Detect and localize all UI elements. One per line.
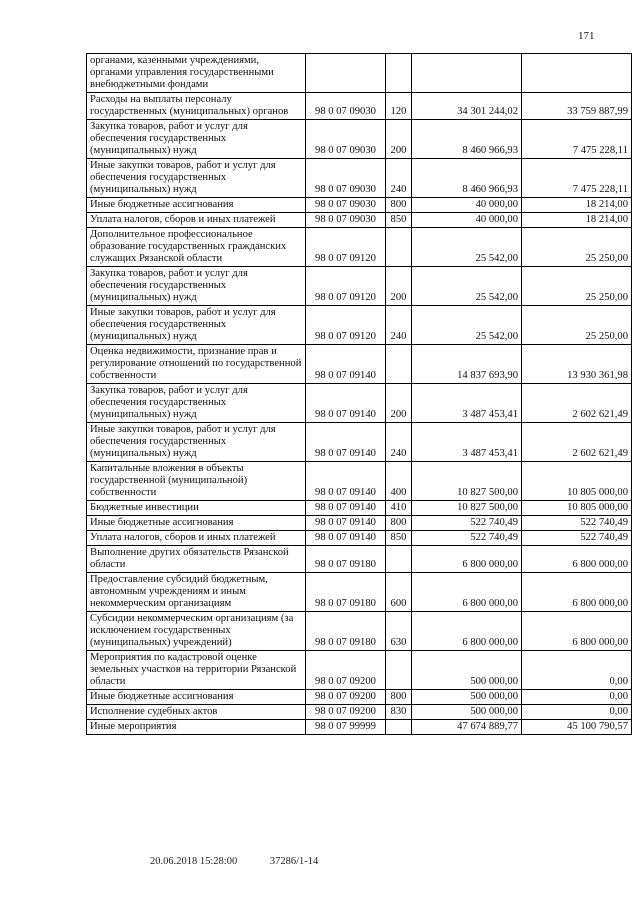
row-amount-planned-cell: 25 542,00 xyxy=(412,306,522,345)
row-amount-executed-cell: 0,00 xyxy=(522,651,632,690)
row-code-cell: 98 0 07 09140 xyxy=(306,345,386,384)
row-amount-executed-cell: 0,00 xyxy=(522,705,632,720)
table-row xyxy=(87,120,632,159)
row-amount-executed-cell: 18 214,00 xyxy=(522,213,632,228)
row-code-cell: 98 0 07 09030 xyxy=(306,159,386,198)
row-code-cell: 98 0 07 09140 xyxy=(306,423,386,462)
table-row xyxy=(87,720,632,735)
row-expense-type-cell xyxy=(386,54,412,93)
table-row xyxy=(87,306,632,345)
row-amount-planned-cell: 40 000,00 xyxy=(412,213,522,228)
row-amount-planned-cell: 25 542,00 xyxy=(412,267,522,306)
table-row xyxy=(87,573,632,612)
table-row xyxy=(87,705,632,720)
row-code-cell: 98 0 07 09140 xyxy=(306,516,386,531)
row-amount-planned-cell: 6 800 000,00 xyxy=(412,546,522,573)
table-row xyxy=(87,531,632,546)
row-amount-executed-cell: 6 800 000,00 xyxy=(522,573,632,612)
row-name-cell: Иные закупки товаров, работ и услуг для обеспечения государственных (муниципальных) нужд xyxy=(87,423,306,462)
row-code-cell: 98 0 07 09200 xyxy=(306,651,386,690)
table-row xyxy=(87,54,632,93)
row-name-cell: органами, казенными учреждениями, органами управления государственными внебюджетными фондами xyxy=(87,54,306,93)
row-amount-executed-cell: 13 930 361,98 xyxy=(522,345,632,384)
row-amount-planned-cell: 14 837 693,90 xyxy=(412,345,522,384)
row-expense-type-cell: 120 xyxy=(386,93,412,120)
row-name-cell: Субсидии некоммерческим организациям (за исключением государственных (муниципальных) учреждений) xyxy=(87,612,306,651)
row-amount-executed-cell: 25 250,00 xyxy=(522,267,632,306)
row-amount-planned-cell: 3 487 453,41 xyxy=(412,423,522,462)
row-amount-executed-cell: 7 475 228,11 xyxy=(522,120,632,159)
row-name-cell: Оценка недвижимости, признание прав и регулирование отношений по государственной собственности xyxy=(87,345,306,384)
row-expense-type-cell: 830 xyxy=(386,705,412,720)
row-amount-planned-cell: 6 800 000,00 xyxy=(412,573,522,612)
table-row xyxy=(87,198,632,213)
row-expense-type-cell: 200 xyxy=(386,384,412,423)
row-amount-executed-cell: 33 759 887,99 xyxy=(522,93,632,120)
row-amount-executed-cell: 18 214,00 xyxy=(522,198,632,213)
table-row xyxy=(87,516,632,531)
page-footer xyxy=(150,856,318,867)
row-amount-executed-cell: 522 740,49 xyxy=(522,531,632,546)
row-expense-type-cell xyxy=(386,546,412,573)
row-amount-planned-cell: 10 827 500,00 xyxy=(412,462,522,501)
row-amount-executed-cell: 2 602 621,49 xyxy=(522,384,632,423)
row-amount-planned-cell: 3 487 453,41 xyxy=(412,384,522,423)
row-name-cell: Уплата налогов, сборов и иных платежей xyxy=(87,213,306,228)
row-name-cell: Закупка товаров, работ и услуг для обеспечения государственных (муниципальных) нужд xyxy=(87,384,306,423)
row-code-cell: 98 0 07 09030 xyxy=(306,198,386,213)
row-amount-executed-cell: 2 602 621,49 xyxy=(522,423,632,462)
budget-table xyxy=(86,53,632,735)
row-expense-type-cell: 200 xyxy=(386,267,412,306)
row-name-cell: Иные мероприятия xyxy=(87,720,306,735)
row-amount-executed-cell: 25 250,00 xyxy=(522,306,632,345)
row-expense-type-cell xyxy=(386,345,412,384)
row-amount-planned-cell: 34 301 244,02 xyxy=(412,93,522,120)
row-code-cell: 98 0 07 09030 xyxy=(306,120,386,159)
row-expense-type-cell: 200 xyxy=(386,120,412,159)
row-amount-planned-cell: 10 827 500,00 xyxy=(412,501,522,516)
row-amount-planned-cell: 47 674 889,77 xyxy=(412,720,522,735)
row-code-cell: 98 0 07 09200 xyxy=(306,705,386,720)
row-name-cell: Расходы на выплаты персоналу государственных (муниципальных) органов xyxy=(87,93,306,120)
row-name-cell: Иные бюджетные ассигнования xyxy=(87,690,306,705)
footer-document-id: 37286/1-14 xyxy=(269,856,319,867)
table-row xyxy=(87,228,632,267)
row-expense-type-cell xyxy=(386,228,412,267)
row-code-cell: 98 0 07 09030 xyxy=(306,213,386,228)
row-amount-executed-cell: 6 800 000,00 xyxy=(522,546,632,573)
page-number: 171 xyxy=(578,30,595,42)
row-amount-executed-cell xyxy=(522,54,632,93)
budget-table-body xyxy=(87,54,632,735)
row-expense-type-cell: 850 xyxy=(386,213,412,228)
row-amount-executed-cell: 6 800 000,00 xyxy=(522,612,632,651)
row-amount-executed-cell: 7 475 228,11 xyxy=(522,159,632,198)
row-code-cell: 98 0 07 09180 xyxy=(306,546,386,573)
row-amount-planned-cell: 8 460 966,93 xyxy=(412,120,522,159)
row-code-cell: 98 0 07 99999 xyxy=(306,720,386,735)
row-amount-executed-cell: 10 805 000,00 xyxy=(522,501,632,516)
row-name-cell: Исполнение судебных актов xyxy=(87,705,306,720)
row-amount-executed-cell: 522 740,49 xyxy=(522,516,632,531)
row-amount-planned-cell: 522 740,49 xyxy=(412,531,522,546)
table-row xyxy=(87,345,632,384)
table-row xyxy=(87,690,632,705)
row-name-cell: Дополнительное профессиональное образование государственных гражданских служащих Рязанской области xyxy=(87,228,306,267)
row-amount-executed-cell: 45 100 790,57 xyxy=(522,720,632,735)
row-name-cell: Предоставление субсидий бюджетным, автономным учреждениям и иным некоммерческим организациям xyxy=(87,573,306,612)
row-code-cell: 98 0 07 09140 xyxy=(306,462,386,501)
row-expense-type-cell: 240 xyxy=(386,306,412,345)
row-amount-executed-cell: 0,00 xyxy=(522,690,632,705)
row-expense-type-cell: 410 xyxy=(386,501,412,516)
row-amount-planned-cell: 522 740,49 xyxy=(412,516,522,531)
footer-timestamp: 20.06.2018 15:28:00 xyxy=(150,856,238,867)
row-expense-type-cell: 400 xyxy=(386,462,412,501)
row-expense-type-cell: 800 xyxy=(386,198,412,213)
row-amount-planned-cell: 25 542,00 xyxy=(412,228,522,267)
table-row xyxy=(87,384,632,423)
row-code-cell: 98 0 07 09140 xyxy=(306,501,386,516)
row-amount-planned-cell: 40 000,00 xyxy=(412,198,522,213)
row-code-cell: 98 0 07 09180 xyxy=(306,573,386,612)
table-row xyxy=(87,651,632,690)
table-row xyxy=(87,462,632,501)
table-row xyxy=(87,501,632,516)
row-expense-type-cell xyxy=(386,651,412,690)
row-name-cell: Капитальные вложения в объекты государственной (муниципальной) собственности xyxy=(87,462,306,501)
row-code-cell: 98 0 07 09120 xyxy=(306,228,386,267)
row-expense-type-cell: 240 xyxy=(386,159,412,198)
row-code-cell: 98 0 07 09120 xyxy=(306,267,386,306)
row-name-cell: Мероприятия по кадастровой оценке земельных участков на территории Рязанской области xyxy=(87,651,306,690)
table-row xyxy=(87,213,632,228)
row-name-cell: Уплата налогов, сборов и иных платежей xyxy=(87,531,306,546)
row-code-cell: 98 0 07 09200 xyxy=(306,690,386,705)
row-name-cell: Иные бюджетные ассигнования xyxy=(87,516,306,531)
row-expense-type-cell: 600 xyxy=(386,573,412,612)
row-name-cell: Закупка товаров, работ и услуг для обеспечения государственных (муниципальных) нужд xyxy=(87,120,306,159)
row-name-cell: Выполнение других обязательств Рязанской области xyxy=(87,546,306,573)
table-row xyxy=(87,267,632,306)
row-expense-type-cell: 850 xyxy=(386,531,412,546)
row-amount-planned-cell: 500 000,00 xyxy=(412,690,522,705)
row-code-cell: 98 0 07 09140 xyxy=(306,531,386,546)
row-name-cell: Бюджетные инвестиции xyxy=(87,501,306,516)
table-row xyxy=(87,159,632,198)
row-name-cell: Иные бюджетные ассигнования xyxy=(87,198,306,213)
row-expense-type-cell: 800 xyxy=(386,690,412,705)
row-expense-type-cell: 630 xyxy=(386,612,412,651)
row-code-cell: 98 0 07 09180 xyxy=(306,612,386,651)
row-name-cell: Иные закупки товаров, работ и услуг для обеспечения государственных (муниципальных) нужд xyxy=(87,159,306,198)
row-code-cell: 98 0 07 09030 xyxy=(306,93,386,120)
row-expense-type-cell: 240 xyxy=(386,423,412,462)
table-row xyxy=(87,612,632,651)
row-amount-executed-cell: 10 805 000,00 xyxy=(522,462,632,501)
table-row xyxy=(87,546,632,573)
row-name-cell: Закупка товаров, работ и услуг для обеспечения государственных (муниципальных) нужд xyxy=(87,267,306,306)
row-amount-planned-cell: 6 800 000,00 xyxy=(412,612,522,651)
row-code-cell: 98 0 07 09140 xyxy=(306,384,386,423)
row-amount-planned-cell: 8 460 966,93 xyxy=(412,159,522,198)
row-amount-executed-cell: 25 250,00 xyxy=(522,228,632,267)
row-name-cell: Иные закупки товаров, работ и услуг для обеспечения государственных (муниципальных) нужд xyxy=(87,306,306,345)
table-row xyxy=(87,423,632,462)
table-row xyxy=(87,93,632,120)
row-code-cell: 98 0 07 09120 xyxy=(306,306,386,345)
row-code-cell xyxy=(306,54,386,93)
row-expense-type-cell: 800 xyxy=(386,516,412,531)
row-amount-planned-cell: 500 000,00 xyxy=(412,705,522,720)
row-amount-planned-cell: 500 000,00 xyxy=(412,651,522,690)
row-expense-type-cell xyxy=(386,720,412,735)
row-amount-planned-cell xyxy=(412,54,522,93)
